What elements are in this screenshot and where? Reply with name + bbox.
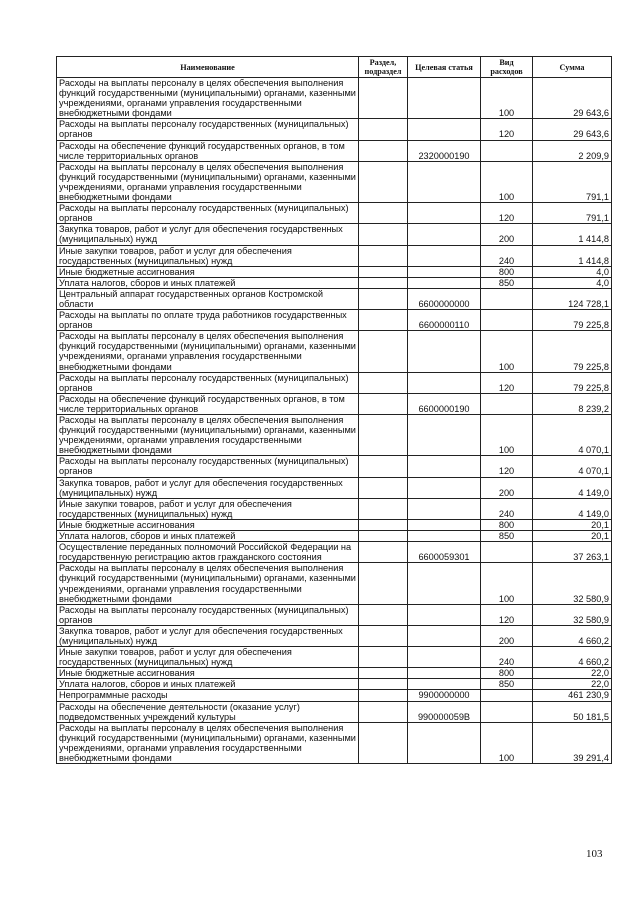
row-target-cell [408,331,481,372]
row-type-cell: 240 [481,245,533,266]
row-name-cell: Расходы на выплаты персоналу государственных (муниципальных) органов [57,456,359,477]
row-name-cell: Расходы на выплаты персоналу в целях обеспечения выполнения функций государственными (муниципальными) органами, казенными учреждениями, органами управления государственными внебюджетными фондами [57,161,359,202]
table-row [57,203,612,224]
row-sum-cell: 2 209,9 [533,140,612,161]
row-sum-cell: 79 225,8 [533,372,612,393]
row-sum-cell: 79 225,8 [533,310,612,331]
row-type-cell [481,701,533,722]
row-target-cell [408,498,481,519]
row-target-cell [408,245,481,266]
row-type-cell: 120 [481,456,533,477]
row-section-cell [359,203,408,224]
row-name-cell: Расходы на выплаты персоналу в целях обеспечения выполнения функций государственными (муниципальными) органами, казенными учреждениями, органами управления государственными внебюджетными фондами [57,415,359,456]
row-sum-cell: 20,1 [533,531,612,542]
row-section-cell [359,679,408,690]
row-name-cell: Осуществление переданных полномочий Российской Федерации на государственную регистрацию актов гражданского состояния [57,542,359,563]
row-target-cell: 6600000110 [408,310,481,331]
row-section-cell [359,415,408,456]
row-target-cell [408,668,481,679]
row-target-cell [408,203,481,224]
row-name-cell: Закупка товаров, работ и услуг для обеспечения государственных (муниципальных) нужд [57,477,359,498]
row-name-cell: Расходы на обеспечение функций государственных органов, в том числе территориальных органов [57,140,359,161]
table-row [57,277,612,288]
row-sum-cell: 29 643,6 [533,119,612,140]
row-target-cell [408,625,481,646]
row-target-cell: 990000059В [408,701,481,722]
row-name-cell: Расходы на выплаты персоналу в целях обеспечения выполнения функций государственными (муниципальными) органами, казенными учреждениями, органами управления государственными внебюджетными фондами [57,722,359,763]
row-section-cell [359,266,408,277]
row-target-cell [408,647,481,668]
row-sum-cell: 4 070,1 [533,415,612,456]
row-sum-cell: 124 728,1 [533,288,612,309]
row-sum-cell: 79 225,8 [533,331,612,372]
row-sum-cell: 4 660,2 [533,647,612,668]
header-section: Раздел, подраздел [359,57,408,78]
row-type-cell: 120 [481,119,533,140]
row-name-cell: Иные бюджетные ассигнования [57,266,359,277]
row-type-cell: 100 [481,563,533,604]
table-row [57,542,612,563]
row-section-cell [359,477,408,498]
row-target-cell: 6600059301 [408,542,481,563]
row-sum-cell: 29 643,6 [533,78,612,119]
row-target-cell [408,224,481,245]
row-section-cell [359,456,408,477]
row-type-cell: 100 [481,331,533,372]
table-row [57,498,612,519]
row-target-cell [408,604,481,625]
row-section-cell [359,310,408,331]
row-type-cell: 800 [481,519,533,530]
budget-table [56,56,612,764]
page-number: 103 [586,848,603,860]
row-sum-cell: 4,0 [533,277,612,288]
row-type-cell: 200 [481,477,533,498]
row-target-cell [408,531,481,542]
row-type-cell [481,288,533,309]
row-target-cell [408,456,481,477]
row-type-cell: 120 [481,372,533,393]
row-sum-cell: 4 660,2 [533,625,612,646]
row-target-cell [408,277,481,288]
row-target-cell [408,372,481,393]
row-name-cell: Закупка товаров, работ и услуг для обеспечения государственных (муниципальных) нужд [57,224,359,245]
row-name-cell: Расходы на обеспечение деятельности (оказание услуг) подведомственных учреждений культуры [57,701,359,722]
table-header [57,57,612,78]
table-row [57,519,612,530]
table-row [57,477,612,498]
row-section-cell [359,519,408,530]
row-type-cell [481,310,533,331]
row-target-cell: 9900000000 [408,690,481,701]
row-sum-cell: 22,0 [533,679,612,690]
table-row [57,690,612,701]
row-type-cell [481,393,533,414]
row-section-cell [359,245,408,266]
header-row [57,57,612,78]
row-section-cell [359,531,408,542]
table-row [57,119,612,140]
row-name-cell: Иные закупки товаров, работ и услуг для обеспечения государственных (муниципальных) нужд [57,498,359,519]
row-section-cell [359,78,408,119]
row-sum-cell: 32 580,9 [533,563,612,604]
row-type-cell: 100 [481,78,533,119]
row-section-cell [359,331,408,372]
row-type-cell: 850 [481,277,533,288]
row-name-cell: Расходы на выплаты персоналу в целях обеспечения выполнения функций государственными (муниципальными) органами, казенными учреждениями, органами управления государственными внебюджетными фондами [57,563,359,604]
row-type-cell: 120 [481,203,533,224]
table-row [57,393,612,414]
row-section-cell [359,119,408,140]
row-section-cell [359,224,408,245]
table-row [57,647,612,668]
row-name-cell: Расходы на выплаты персоналу государственных (муниципальных) органов [57,203,359,224]
row-name-cell: Закупка товаров, работ и услуг для обеспечения государственных (муниципальных) нужд [57,625,359,646]
row-type-cell: 100 [481,415,533,456]
row-section-cell [359,542,408,563]
row-type-cell: 240 [481,647,533,668]
table-row [57,625,612,646]
table-row [57,140,612,161]
table-body [57,78,612,764]
row-target-cell [408,161,481,202]
table-row [57,456,612,477]
table-row [57,288,612,309]
row-type-cell: 200 [481,625,533,646]
row-target-cell [408,119,481,140]
row-sum-cell: 37 263,1 [533,542,612,563]
row-name-cell: Уплата налогов, сборов и иных платежей [57,679,359,690]
row-name-cell: Иные бюджетные ассигнования [57,519,359,530]
row-target-cell [408,477,481,498]
row-target-cell [408,415,481,456]
row-name-cell: Иные закупки товаров, работ и услуг для обеспечения государственных (муниципальных) нужд [57,245,359,266]
row-sum-cell: 8 239,2 [533,393,612,414]
row-section-cell [359,563,408,604]
row-name-cell: Расходы на выплаты персоналу государственных (муниципальных) органов [57,372,359,393]
table-row [57,722,612,763]
row-sum-cell: 32 580,9 [533,604,612,625]
row-section-cell [359,647,408,668]
row-target-cell [408,519,481,530]
row-name-cell: Уплата налогов, сборов и иных платежей [57,531,359,542]
row-section-cell [359,604,408,625]
row-type-cell [481,140,533,161]
row-section-cell [359,722,408,763]
row-name-cell: Расходы на выплаты персоналу в целях обеспечения выполнения функций государственными (муниципальными) органами, казенными учреждениями, органами управления государственными внебюджетными фондами [57,78,359,119]
table-row [57,245,612,266]
table-row [57,310,612,331]
row-section-cell [359,668,408,679]
row-type-cell [481,690,533,701]
row-sum-cell: 4 149,0 [533,477,612,498]
row-section-cell [359,498,408,519]
row-name-cell: Иные бюджетные ассигнования [57,668,359,679]
row-section-cell [359,288,408,309]
row-target-cell [408,722,481,763]
table-row [57,78,612,119]
row-sum-cell: 4 070,1 [533,456,612,477]
row-type-cell: 100 [481,161,533,202]
table-row [57,224,612,245]
row-sum-cell: 39 291,4 [533,722,612,763]
table-row [57,372,612,393]
row-type-cell: 800 [481,266,533,277]
row-sum-cell: 22,0 [533,668,612,679]
row-target-cell [408,266,481,277]
table-row [57,701,612,722]
row-section-cell [359,161,408,202]
row-name-cell: Расходы на выплаты персоналу государственных (муниципальных) органов [57,604,359,625]
header-name: Наименование [57,57,359,78]
row-sum-cell: 791,1 [533,203,612,224]
row-name-cell: Центральный аппарат государственных органов Костромской области [57,288,359,309]
row-name-cell: Расходы на выплаты персоналу государственных (муниципальных) органов [57,119,359,140]
table-row [57,563,612,604]
row-target-cell: 6600000000 [408,288,481,309]
table-row [57,161,612,202]
table-row [57,531,612,542]
row-section-cell [359,625,408,646]
row-name-cell: Расходы на выплаты персоналу в целях обеспечения выполнения функций государственными (муниципальными) органами, казенными учреждениями, органами управления государственными внебюджетными фондами [57,331,359,372]
row-type-cell: 800 [481,668,533,679]
row-sum-cell: 1 414,8 [533,224,612,245]
table-row [57,679,612,690]
header-sum: Сумма [533,57,612,78]
row-section-cell [359,701,408,722]
row-type-cell [481,542,533,563]
row-type-cell: 850 [481,679,533,690]
row-section-cell [359,140,408,161]
row-target-cell [408,679,481,690]
table-row [57,331,612,372]
table-row [57,604,612,625]
row-type-cell: 100 [481,722,533,763]
table-row [57,266,612,277]
row-section-cell [359,277,408,288]
row-target-cell: 6600000190 [408,393,481,414]
row-name-cell: Уплата налогов, сборов и иных платежей [57,277,359,288]
row-sum-cell: 4,0 [533,266,612,277]
table-row [57,415,612,456]
row-name-cell: Иные закупки товаров, работ и услуг для обеспечения государственных (муниципальных) нужд [57,647,359,668]
row-section-cell [359,690,408,701]
row-sum-cell: 20,1 [533,519,612,530]
row-target-cell [408,78,481,119]
row-sum-cell: 4 149,0 [533,498,612,519]
row-name-cell: Непрограммные расходы [57,690,359,701]
row-type-cell: 120 [481,604,533,625]
row-type-cell: 240 [481,498,533,519]
row-sum-cell: 50 181,5 [533,701,612,722]
row-section-cell [359,393,408,414]
row-target-cell: 2320000190 [408,140,481,161]
row-sum-cell: 461 230,9 [533,690,612,701]
row-sum-cell: 791,1 [533,161,612,202]
row-name-cell: Расходы на выплаты по оплате труда работников государственных органов [57,310,359,331]
row-sum-cell: 1 414,8 [533,245,612,266]
header-target: Целевая статья [408,57,481,78]
row-section-cell [359,372,408,393]
row-name-cell: Расходы на обеспечение функций государственных органов, в том числе территориальных органов [57,393,359,414]
row-target-cell [408,563,481,604]
row-type-cell: 850 [481,531,533,542]
header-type: Вид расходов [481,57,533,78]
table-row [57,668,612,679]
row-type-cell: 200 [481,224,533,245]
